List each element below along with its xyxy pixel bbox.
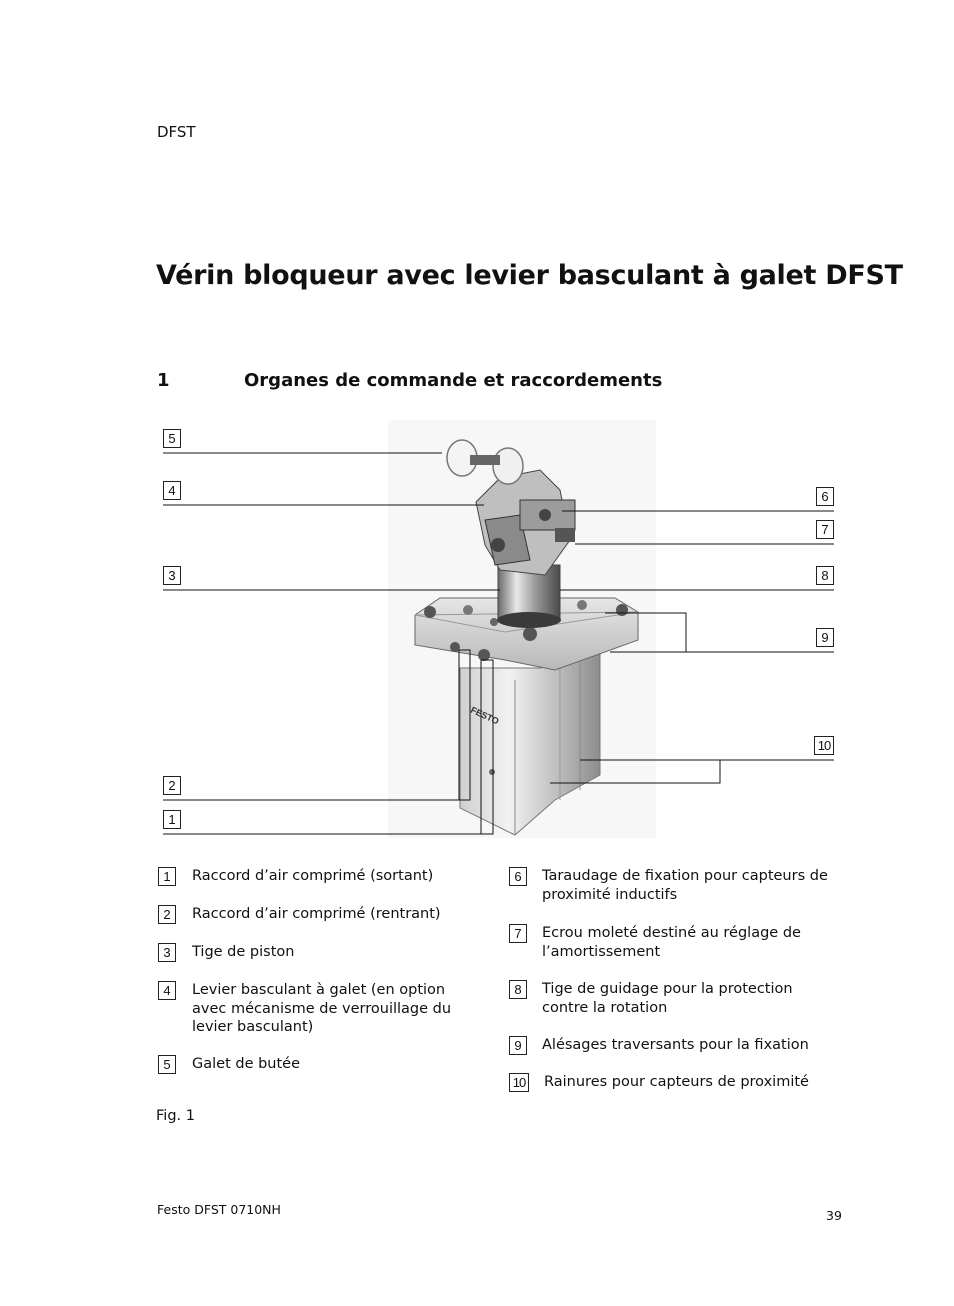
legend-text: Tige de piston — [192, 944, 295, 960]
figure-caption: Fig. 1 — [156, 1108, 195, 1124]
legend-item — [509, 867, 832, 904]
legend-number: 10 — [509, 1073, 529, 1092]
legend-item — [158, 1055, 462, 1074]
legend-number: 2 — [158, 905, 176, 924]
legend-text: Alésages traversants pour la fixation — [542, 1037, 809, 1053]
legend-item — [158, 905, 462, 924]
legend-item — [158, 867, 462, 886]
legend-item — [509, 924, 832, 961]
legend-text: Tige de guidage pour la protection contre la rotation — [542, 981, 793, 1016]
footer-doc-id: Festo DFST 0710NH — [157, 1202, 281, 1217]
page-title: Vérin bloqueur avec levier basculant à galet DFST — [156, 260, 903, 291]
legend-item — [509, 980, 832, 1017]
legend-number: 1 — [158, 867, 176, 886]
callout-8: 8 — [816, 566, 834, 585]
section-title: Organes de commande et raccordements — [244, 370, 663, 391]
legend-text: Galet de butée — [192, 1056, 301, 1072]
legend-number: 4 — [158, 981, 176, 1000]
legend-number: 5 — [158, 1055, 176, 1074]
callout-10: 10 — [814, 736, 834, 755]
legend-text: Raccord d’air comprimé (rentrant) — [192, 906, 441, 922]
product-label: FESTO — [469, 704, 501, 727]
legend-text: Ecrou moleté destiné au réglage de l’amortissement — [542, 925, 801, 960]
legend-text: Taraudage de fixation pour capteurs de proximité inductifs — [542, 868, 828, 903]
legend-item — [158, 981, 462, 1037]
legend-text: Levier basculant à galet (en option avec mécanisme de verrouillage du levier basculant) — [192, 982, 452, 1035]
running-head: DFST — [157, 123, 196, 141]
callout-6: 6 — [816, 487, 834, 506]
callout-7: 7 — [816, 520, 834, 539]
legend-text: Rainures pour capteurs de proximité — [544, 1074, 809, 1090]
callout-2: 2 — [163, 776, 181, 795]
callout-4: 4 — [163, 481, 181, 500]
section-number: 1 — [157, 370, 170, 391]
callout-9: 9 — [816, 628, 834, 647]
callout-3: 3 — [163, 566, 181, 585]
legend-number: 8 — [509, 980, 527, 999]
callout-5: 5 — [163, 429, 181, 448]
legend-number: 6 — [509, 867, 527, 886]
legend-item — [509, 1073, 834, 1092]
legend-item — [509, 1036, 832, 1055]
page-number: 39 — [826, 1208, 842, 1223]
callout-1: 1 — [163, 810, 181, 829]
legend-number: 7 — [509, 924, 527, 943]
legend-number: 9 — [509, 1036, 527, 1055]
legend-number: 3 — [158, 943, 176, 962]
legend-item — [158, 943, 462, 962]
legend-text: Raccord d’air comprimé (sortant) — [192, 868, 434, 884]
